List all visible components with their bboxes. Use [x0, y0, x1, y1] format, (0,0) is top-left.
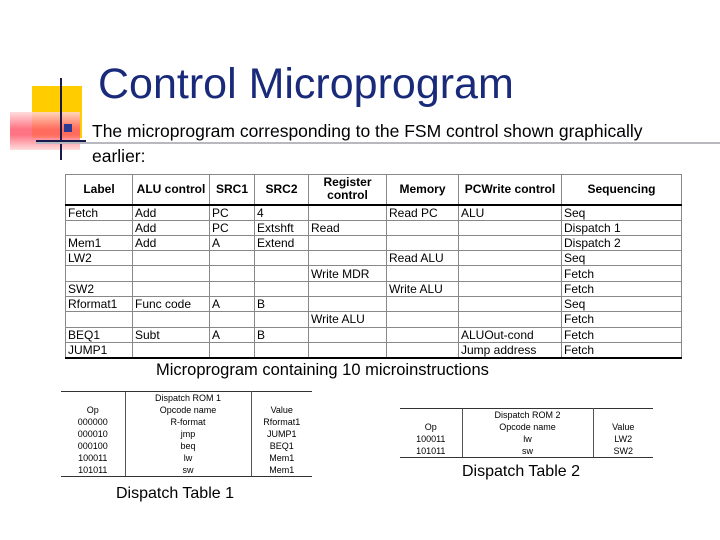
microprogram-header-cell: PCWrite control [459, 175, 562, 205]
dispatch-cell: lw [125, 452, 251, 464]
dispatch-row [61, 416, 312, 428]
microprogram-row [66, 342, 682, 358]
microprogram-cell: PC [210, 205, 255, 221]
microprogram-cell [387, 312, 459, 327]
microprogram-cell: 4 [255, 205, 309, 221]
dispatch-row [61, 428, 312, 440]
dispatch-row [61, 452, 312, 464]
dispatch1-col-value: Value [270, 405, 293, 415]
microprogram-cell [309, 205, 387, 221]
dispatch1-caption: Dispatch Table 1 [116, 485, 234, 502]
microprogram-caption: Microprogram containing 10 microinstructions [156, 361, 489, 379]
dispatch-cell: Mem1 [269, 453, 295, 463]
microprogram-row [66, 296, 682, 311]
microprogram-cell [309, 342, 387, 358]
microprogram-header-cell: Memory [387, 175, 459, 205]
microprogram-cell [459, 281, 562, 296]
dispatch-cell: sw [462, 445, 593, 458]
dispatch-cell: lw [462, 433, 593, 445]
microprogram-cell: SW2 [66, 281, 133, 296]
microprogram-row [66, 205, 682, 221]
microprogram-cell: Extend [255, 235, 309, 250]
dispatch-cell: SW2 [593, 445, 653, 458]
dispatch-cell: 000100 [77, 441, 108, 451]
dispatch-cell: 101011 [400, 445, 462, 458]
microprogram-cell: Fetch [562, 327, 682, 342]
microprogram-cell [133, 342, 210, 358]
microprogram-cell: Seq [562, 296, 682, 311]
microprogram-cell [255, 281, 309, 296]
microprogram-header-cell: Label [66, 175, 133, 205]
microprogram-cell: BEQ1 [66, 327, 133, 342]
microprogram-cell: Mem1 [66, 235, 133, 250]
microprogram-row [66, 266, 682, 281]
microprogram-cell: Add [133, 205, 210, 221]
microprogram-cell: Seq [562, 205, 682, 221]
dispatch-row [400, 433, 653, 445]
microprogram-cell [255, 251, 309, 266]
microprogram-body [66, 205, 682, 358]
decor-horizontal-line-dark [36, 140, 86, 142]
microprogram-row [66, 220, 682, 235]
microprogram-cell [459, 296, 562, 311]
dispatch1-col-opcode: Opcode name [125, 404, 251, 416]
dispatch-cell: 100011 [416, 434, 446, 444]
microprogram-cell [210, 251, 255, 266]
dispatch-cell: BEQ1 [269, 441, 294, 451]
dispatch-cell: JUMP1 [266, 429, 297, 439]
microprogram-cell [210, 312, 255, 327]
dispatch-cell: 101011 [61, 464, 125, 477]
microprogram-cell: Dispatch 1 [562, 220, 682, 235]
microprogram-cell: Fetch [562, 342, 682, 358]
dispatch-cell: 100011 [78, 453, 108, 463]
microprogram-header-row [66, 175, 682, 205]
microprogram-cell: Write MDR [309, 266, 387, 281]
microprogram-header-cell: SRC1 [210, 175, 255, 205]
microprogram-row [66, 251, 682, 266]
microprogram-cell: Read ALU [387, 251, 459, 266]
microprogram-cell: Jump address [459, 342, 562, 358]
microprogram-cell: Rformat1 [66, 296, 133, 311]
microprogram-cell [387, 296, 459, 311]
decor-vertical-line [60, 78, 62, 160]
microprogram-cell [387, 266, 459, 281]
dispatch2-col-op: Op [424, 422, 437, 432]
microprogram-cell [255, 342, 309, 358]
microprogram-cell: A [210, 235, 255, 250]
microprogram-row [66, 281, 682, 296]
microprogram-cell [133, 266, 210, 281]
microprogram-cell [459, 266, 562, 281]
dispatch-cell: LW2 [614, 434, 633, 444]
microprogram-cell: ALUOut-cond [459, 327, 562, 342]
microprogram-header-cell: Sequencing [562, 175, 682, 205]
microprogram-cell [255, 312, 309, 327]
microprogram-cell: Add [133, 220, 210, 235]
microprogram-cell: Fetch [66, 205, 133, 221]
microprogram-cell: Fetch [562, 281, 682, 296]
dispatch-cell: R-format [125, 416, 251, 428]
microprogram-header-cell: ALU control [133, 175, 210, 205]
dispatch-table-2 [400, 408, 653, 458]
microprogram-header-cell: SRC2 [255, 175, 309, 205]
microprogram-cell: A [210, 327, 255, 342]
microprogram-cell [66, 220, 133, 235]
microprogram-cell [133, 251, 210, 266]
microprogram-cell: Read PC [387, 205, 459, 221]
microprogram-cell [133, 312, 210, 327]
dispatch1-title: Dispatch ROM 1 [125, 392, 251, 405]
microprogram-cell [387, 235, 459, 250]
microprogram-cell [309, 327, 387, 342]
microprogram-cell [459, 220, 562, 235]
microprogram-cell: PC [210, 220, 255, 235]
dispatch-row [61, 440, 312, 452]
slide-title: Control Microprogram [98, 60, 514, 108]
microprogram-cell [133, 281, 210, 296]
microprogram-cell: LW2 [66, 251, 133, 266]
dispatch-cell: 000000 [77, 417, 108, 427]
microprogram-cell: Write ALU [387, 281, 459, 296]
microprogram-row [66, 235, 682, 250]
dispatch-cell: Mem1 [251, 464, 312, 477]
microprogram-cell [309, 296, 387, 311]
microprogram-cell [387, 342, 459, 358]
microprogram-cell: Fetch [562, 266, 682, 281]
microprogram-cell: Seq [562, 251, 682, 266]
microprogram-cell: Dispatch 2 [562, 235, 682, 250]
microprogram-cell: B [255, 296, 309, 311]
dispatch1-col-op: Op [86, 405, 99, 415]
dispatch-row [61, 464, 312, 477]
dispatch-cell: sw [125, 464, 251, 477]
microprogram-cell: Extshft [255, 220, 309, 235]
dispatch2-title: Dispatch ROM 2 [462, 409, 593, 422]
microprogram-header-cell: Register control [309, 175, 387, 205]
microprogram-cell [210, 266, 255, 281]
microprogram-cell [459, 251, 562, 266]
microprogram-cell: Subt [133, 327, 210, 342]
dispatch-row [400, 445, 653, 458]
microprogram-cell: Write ALU [309, 312, 387, 327]
microprogram-cell: Add [133, 235, 210, 250]
microprogram-cell [459, 312, 562, 327]
microprogram-cell [66, 312, 133, 327]
microprogram-cell: A [210, 296, 255, 311]
dispatch2-col-opcode: Opcode name [462, 421, 593, 433]
microprogram-cell: JUMP1 [66, 342, 133, 358]
dispatch2-caption: Dispatch Table 2 [462, 463, 580, 480]
dispatch-cell: Rformat1 [263, 417, 301, 427]
dispatch2-col-value: Value [612, 422, 635, 432]
bullet-square-icon [64, 124, 72, 132]
microprogram-cell [309, 251, 387, 266]
microprogram-cell [387, 327, 459, 342]
microprogram-cell: ALU [459, 205, 562, 221]
microprogram-cell [255, 266, 309, 281]
microprogram-cell [309, 235, 387, 250]
dispatch-cell: 000010 [77, 429, 108, 439]
microprogram-cell [210, 342, 255, 358]
microprogram-cell [387, 220, 459, 235]
microprogram-cell: Read [309, 220, 387, 235]
dispatch-cell: jmp [125, 428, 251, 440]
microprogram-cell [210, 281, 255, 296]
microprogram-row [66, 312, 682, 327]
microprogram-table [65, 174, 682, 359]
microprogram-cell [459, 235, 562, 250]
microprogram-cell: B [255, 327, 309, 342]
dispatch-cell: beq [125, 440, 251, 452]
microprogram-cell [309, 281, 387, 296]
microprogram-row [66, 327, 682, 342]
dispatch-table-1 [61, 391, 312, 477]
microprogram-cell [66, 266, 133, 281]
microprogram-cell: Func code [133, 296, 210, 311]
microprogram-cell: Fetch [562, 312, 682, 327]
bullet-text: The microprogram corresponding to the FSM control shown graphically earlier: [92, 121, 643, 166]
